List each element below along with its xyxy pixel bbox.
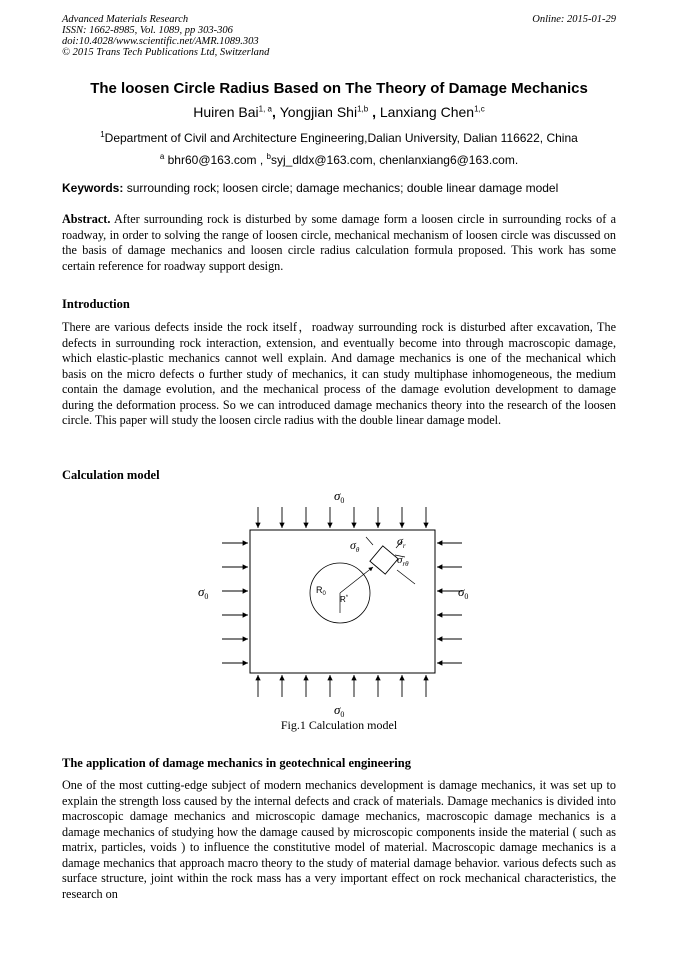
abstract: [62, 212, 616, 274]
sigma-bottom-label: $\sigma_0$: [334, 702, 345, 719]
keywords-label: Keywords:: [62, 181, 124, 195]
abstract-text: After surrounding rock is disturbed by some damage form a loosen circle in surrounding rocks of a roadway, in order to solving the range of loosen circle, mechanical mechanism of loosen circle was discussed on the basis of damage mechanics and loosen circle radius calculation formula proposed. This work has some certain reference for roadway support design.: [62, 212, 617, 273]
affiliation: [40, 130, 638, 145]
author-name: Lanxiang Chen: [379, 104, 475, 120]
introduction-text: There are various defects inside the rock itself，roadway surrounding rock is disturbed after excavation, The defects in surrounding rock interaction, extension, and eventually become into through macroscopic damage, which elastic-plastic mechanics cannot well explain. And damage mechanics is one of the mechanical which basis on the micro defects o further study of mechanics, it can study multiphase inhomogeneous, the medium contain the damage evolution, and the mechanical process of the damage evolution development to damage during the deformation process. So we can introduced damage mechanics theory into the research of the loosen circle. This paper will study the loosen circle radius with the double linear damage model.: [62, 320, 616, 427]
sigma-left-label: $\sigma_0$: [198, 584, 209, 601]
calculation-model-figure: [190, 485, 490, 720]
stress-arrow: [366, 537, 373, 545]
keywords-text: surrounding rock; loosen circle; damage mechanics; double linear damage model: [126, 181, 559, 195]
doi-line: doi:10.4028/www.scientific.net/AMR.1089.303: [62, 36, 259, 47]
affiliation-sup: 1: [100, 130, 105, 139]
author-sup: 1,c: [474, 104, 485, 114]
introduction-heading: Introduction: [62, 297, 130, 311]
calculation-model-heading: Calculation model: [62, 468, 160, 482]
author-name: Huiren Bai: [193, 104, 259, 120]
sigma-right-label: $\sigma_0$: [458, 584, 469, 601]
author-sup: 1, a: [258, 104, 272, 114]
paper-title: The loosen Circle Radius Based on The Theory of Damage Mechanics: [90, 80, 588, 97]
sigma-top-label: $\sigma_0$: [334, 488, 345, 505]
email-b[interactable]: syj_dldx@163.com, chenlanxiang6@163.com.: [271, 153, 519, 167]
author-sup: 1,b: [357, 104, 369, 114]
email-sup-b: b: [266, 152, 271, 161]
email-sup-a: a: [159, 152, 165, 161]
copyright-line: © 2015 Trans Tech Publications Ltd, Switzerland: [62, 47, 270, 58]
author-list: Huiren Bai$^{1, a}$, Yongjian Shi$^{1,b}$ , Lanxiang Chen$^{1,c}$: [193, 104, 485, 120]
r0-label: $R_0$: [316, 585, 326, 597]
issn-line: ISSN: 1662-8985, Vol. 1089, pp 303-306: [62, 25, 233, 36]
online-date: Online: 2015-01-29: [532, 14, 616, 25]
tau-r-theta-label: $\sigma_{r\theta}$: [397, 554, 409, 568]
page-header: [62, 14, 616, 58]
abstract-label: Abstract.: [62, 212, 111, 226]
application-heading: The application of damage mechanics in geotechnical engineering: [62, 756, 411, 770]
affiliation-text: Department of Civil and Architecture Engineering,Dalian University, Dalian 116622, China: [104, 131, 578, 145]
stress-element: [370, 546, 398, 574]
journal-name: Advanced Materials Research: [62, 14, 189, 25]
r-star-label: R*: [340, 595, 349, 604]
sigma-theta-label: $\sigma_\theta$: [350, 538, 360, 554]
sigma-r-label: $\sigma_r$: [397, 534, 406, 550]
stress-arrow: [397, 570, 415, 584]
figure-caption: Fig.1 Calculation model: [280, 718, 398, 732]
application-text: One of the most cutting-edge subject of modern mechanics development is damage mechanics, it was set up to explain the strength loss caused by the internal defects and crack of materials. Damage mechanics is divided into macroscopic damage mechanics and microscopic damage mechanics, macroscopic damage mechanics is a damage mechanics of studying how the damage caused by microscopic components inside the material ( such as matrix, particles, voids ) to influence the constitutive model of material. Macroscopic damage mechanics is a damage mechanics that approach macro theory to the study of material damage behavior. various defects such as surface structure, joint within the rock mass has a very important effect on rock mechanical characteristics, the research on: [62, 778, 616, 901]
email-line: [40, 152, 638, 167]
radius-arrow: [340, 567, 373, 593]
email-a[interactable]: bhr60@163.com ,: [167, 153, 264, 167]
author-name: Yongjian Shi: [279, 104, 358, 120]
keywords: [62, 181, 616, 195]
